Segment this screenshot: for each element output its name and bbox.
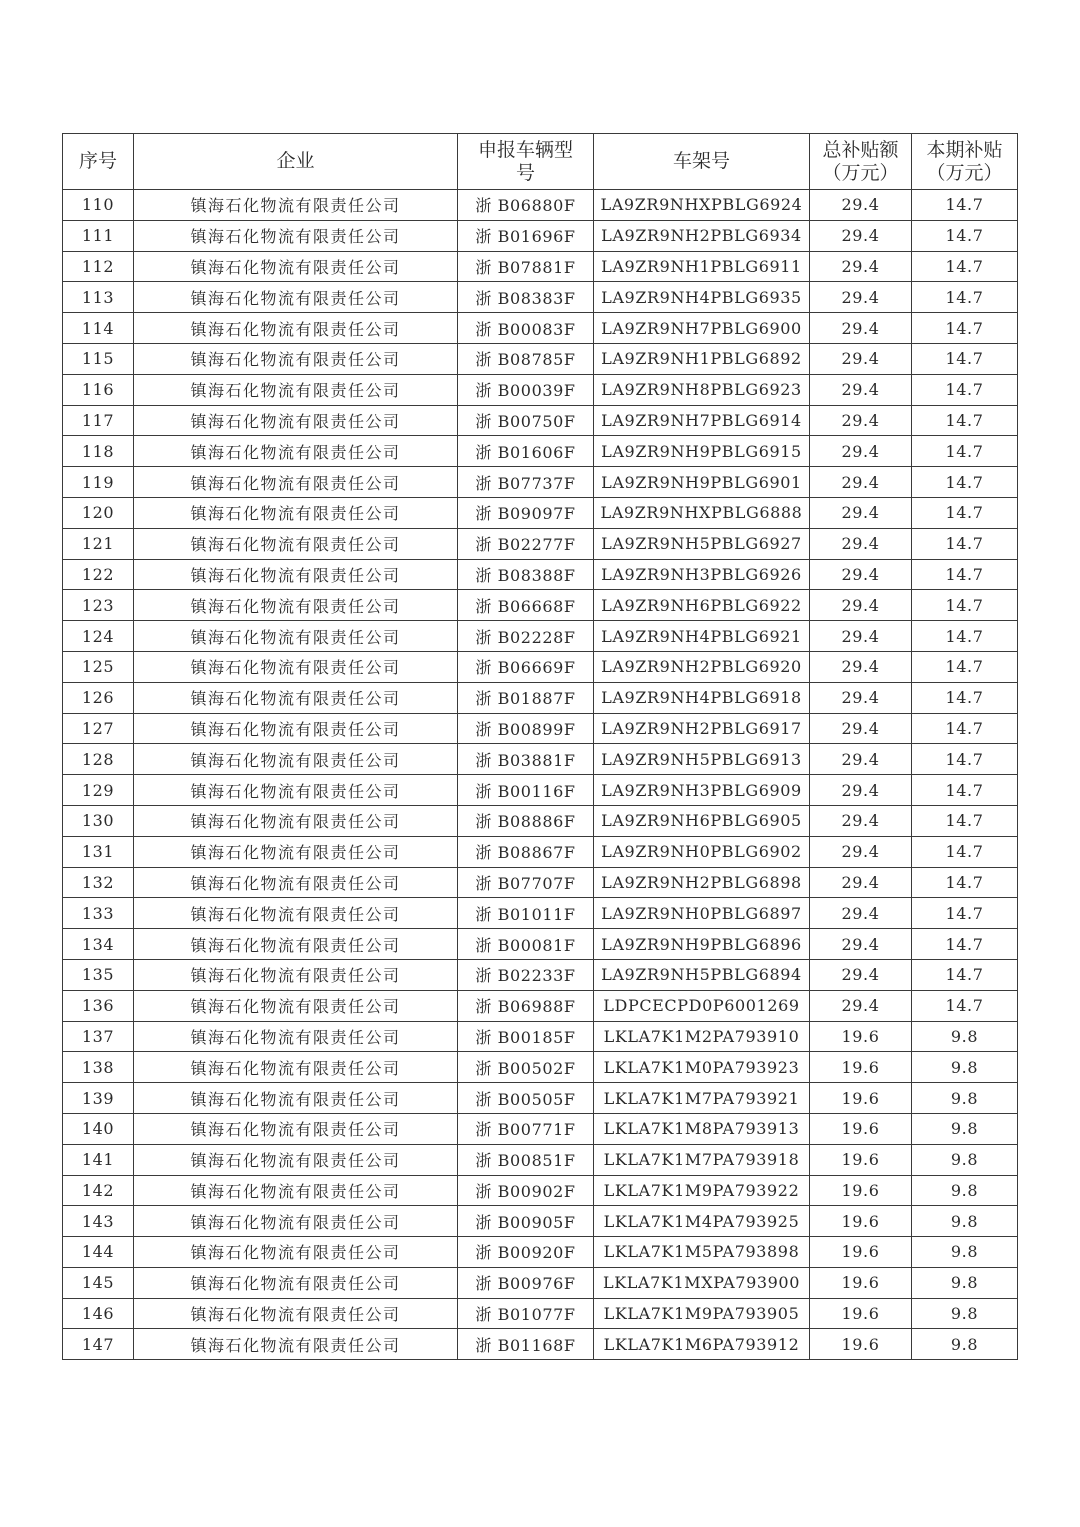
cell-enterprise: 镇海石化物流有限责任公司 xyxy=(134,1206,458,1237)
cell-seq: 124 xyxy=(63,621,134,652)
cell-enterprise: 镇海石化物流有限责任公司 xyxy=(134,682,458,713)
cell-total-subsidy: 19.6 xyxy=(810,1267,912,1298)
cell-total-subsidy: 29.4 xyxy=(810,836,912,867)
cell-seq: 135 xyxy=(63,959,134,990)
cell-total-subsidy: 29.4 xyxy=(810,436,912,467)
header-row xyxy=(63,134,1018,190)
subsidy-table xyxy=(62,133,1018,1360)
cell-seq: 112 xyxy=(63,251,134,282)
cell-enterprise: 镇海石化物流有限责任公司 xyxy=(134,990,458,1021)
cell-total-subsidy: 29.4 xyxy=(810,282,912,313)
cell-enterprise: 镇海石化物流有限责任公司 xyxy=(134,559,458,590)
cell-chassis: LKLA7K1M7PA793921 xyxy=(594,1083,810,1114)
cell-seq: 111 xyxy=(63,220,134,251)
cell-total-subsidy: 29.4 xyxy=(810,805,912,836)
table-row xyxy=(63,990,1018,1021)
header-total-subsidy-line1: 总补贴额 xyxy=(822,138,899,161)
cell-chassis: LKLA7K1M2PA793910 xyxy=(594,1021,810,1052)
cell-seq: 128 xyxy=(63,744,134,775)
cell-seq: 114 xyxy=(63,313,134,344)
cell-period-subsidy: 14.7 xyxy=(912,190,1018,221)
table-row xyxy=(63,867,1018,898)
cell-period-subsidy: 9.8 xyxy=(912,1329,1018,1360)
cell-vehicle-model: 浙 B00185F xyxy=(458,1021,594,1052)
cell-seq: 120 xyxy=(63,497,134,528)
cell-period-subsidy: 9.8 xyxy=(912,1083,1018,1114)
cell-total-subsidy: 19.6 xyxy=(810,1083,912,1114)
cell-chassis: LKLA7K1M9PA793922 xyxy=(594,1175,810,1206)
table-row xyxy=(63,651,1018,682)
cell-enterprise: 镇海石化物流有限责任公司 xyxy=(134,1298,458,1329)
header-enterprise: 企业 xyxy=(134,134,458,190)
cell-chassis: LKLA7K1MXPA793900 xyxy=(594,1267,810,1298)
cell-chassis: LA9ZR9NH6PBLG6905 xyxy=(594,805,810,836)
cell-chassis: LA9ZR9NH4PBLG6918 xyxy=(594,682,810,713)
cell-enterprise: 镇海石化物流有限责任公司 xyxy=(134,436,458,467)
cell-chassis: LKLA7K1M8PA793913 xyxy=(594,1113,810,1144)
cell-enterprise: 镇海石化物流有限责任公司 xyxy=(134,590,458,621)
cell-total-subsidy: 29.4 xyxy=(810,959,912,990)
cell-enterprise: 镇海石化物流有限责任公司 xyxy=(134,775,458,806)
cell-seq: 133 xyxy=(63,898,134,929)
cell-seq: 131 xyxy=(63,836,134,867)
table-row xyxy=(63,1298,1018,1329)
cell-seq: 141 xyxy=(63,1144,134,1175)
cell-total-subsidy: 29.4 xyxy=(810,528,912,559)
cell-total-subsidy: 29.4 xyxy=(810,590,912,621)
cell-total-subsidy: 19.6 xyxy=(810,1175,912,1206)
cell-period-subsidy: 14.7 xyxy=(912,467,1018,498)
cell-chassis: LA9ZR9NH4PBLG6921 xyxy=(594,621,810,652)
table-row xyxy=(63,436,1018,467)
cell-chassis: LKLA7K1M7PA793918 xyxy=(594,1144,810,1175)
header-total-subsidy xyxy=(810,134,912,190)
cell-chassis: LA9ZR9NH5PBLG6894 xyxy=(594,959,810,990)
cell-vehicle-model: 浙 B08388F xyxy=(458,559,594,590)
cell-period-subsidy: 9.8 xyxy=(912,1298,1018,1329)
cell-period-subsidy: 14.7 xyxy=(912,651,1018,682)
cell-seq: 142 xyxy=(63,1175,134,1206)
cell-chassis: LA9ZR9NH1PBLG6892 xyxy=(594,343,810,374)
table-row xyxy=(63,1113,1018,1144)
cell-period-subsidy: 9.8 xyxy=(912,1237,1018,1268)
cell-total-subsidy: 29.4 xyxy=(810,651,912,682)
cell-vehicle-model: 浙 B00502F xyxy=(458,1052,594,1083)
cell-chassis: LA9ZR9NH5PBLG6927 xyxy=(594,528,810,559)
cell-period-subsidy: 9.8 xyxy=(912,1021,1018,1052)
cell-seq: 146 xyxy=(63,1298,134,1329)
cell-period-subsidy: 9.8 xyxy=(912,1144,1018,1175)
cell-period-subsidy: 9.8 xyxy=(912,1175,1018,1206)
cell-vehicle-model: 浙 B01011F xyxy=(458,898,594,929)
cell-period-subsidy: 14.7 xyxy=(912,775,1018,806)
cell-enterprise: 镇海石化物流有限责任公司 xyxy=(134,898,458,929)
cell-period-subsidy: 14.7 xyxy=(912,744,1018,775)
table-row xyxy=(63,313,1018,344)
cell-seq: 138 xyxy=(63,1052,134,1083)
cell-total-subsidy: 29.4 xyxy=(810,898,912,929)
cell-enterprise: 镇海石化物流有限责任公司 xyxy=(134,251,458,282)
cell-total-subsidy: 19.6 xyxy=(810,1206,912,1237)
cell-seq: 139 xyxy=(63,1083,134,1114)
cell-total-subsidy: 29.4 xyxy=(810,313,912,344)
cell-enterprise: 镇海石化物流有限责任公司 xyxy=(134,1175,458,1206)
cell-period-subsidy: 14.7 xyxy=(912,805,1018,836)
cell-enterprise: 镇海石化物流有限责任公司 xyxy=(134,744,458,775)
cell-vehicle-model: 浙 B00081F xyxy=(458,929,594,960)
cell-period-subsidy: 14.7 xyxy=(912,898,1018,929)
cell-enterprise: 镇海石化物流有限责任公司 xyxy=(134,467,458,498)
cell-enterprise: 镇海石化物流有限责任公司 xyxy=(134,713,458,744)
table-row xyxy=(63,775,1018,806)
cell-seq: 123 xyxy=(63,590,134,621)
cell-chassis: LA9ZR9NH2PBLG6920 xyxy=(594,651,810,682)
table-row xyxy=(63,744,1018,775)
header-vehicle-model xyxy=(458,134,594,190)
cell-vehicle-model: 浙 B07737F xyxy=(458,467,594,498)
cell-chassis: LA9ZR9NH2PBLG6934 xyxy=(594,220,810,251)
cell-vehicle-model: 浙 B06669F xyxy=(458,651,594,682)
cell-period-subsidy: 14.7 xyxy=(912,590,1018,621)
cell-chassis: LKLA7K1M0PA793923 xyxy=(594,1052,810,1083)
cell-vehicle-model: 浙 B02228F xyxy=(458,621,594,652)
cell-total-subsidy: 29.4 xyxy=(810,374,912,405)
cell-period-subsidy: 14.7 xyxy=(912,959,1018,990)
cell-chassis: LA9ZR9NHXPBLG6924 xyxy=(594,190,810,221)
cell-chassis: LA9ZR9NH2PBLG6898 xyxy=(594,867,810,898)
cell-period-subsidy: 14.7 xyxy=(912,528,1018,559)
header-total-subsidy-line2: （万元） xyxy=(822,161,899,184)
cell-total-subsidy: 29.4 xyxy=(810,251,912,282)
cell-period-subsidy: 9.8 xyxy=(912,1267,1018,1298)
cell-total-subsidy: 29.4 xyxy=(810,621,912,652)
cell-total-subsidy: 29.4 xyxy=(810,713,912,744)
cell-vehicle-model: 浙 B09097F xyxy=(458,497,594,528)
table-row xyxy=(63,1267,1018,1298)
header-period-subsidy-line1: 本期补贴 xyxy=(926,138,1003,161)
table-row xyxy=(63,559,1018,590)
table-row xyxy=(63,1021,1018,1052)
cell-seq: 147 xyxy=(63,1329,134,1360)
cell-seq: 119 xyxy=(63,467,134,498)
cell-chassis: LKLA7K1M4PA793925 xyxy=(594,1206,810,1237)
cell-enterprise: 镇海石化物流有限责任公司 xyxy=(134,1267,458,1298)
cell-seq: 113 xyxy=(63,282,134,313)
table-row xyxy=(63,1083,1018,1114)
table-row xyxy=(63,1206,1018,1237)
cell-chassis: LA9ZR9NH8PBLG6923 xyxy=(594,374,810,405)
table-row xyxy=(63,190,1018,221)
cell-seq: 121 xyxy=(63,528,134,559)
cell-chassis: LKLA7K1M5PA793898 xyxy=(594,1237,810,1268)
cell-enterprise: 镇海石化物流有限责任公司 xyxy=(134,836,458,867)
cell-total-subsidy: 29.4 xyxy=(810,775,912,806)
cell-enterprise: 镇海石化物流有限责任公司 xyxy=(134,1237,458,1268)
header-period-subsidy-line2: （万元） xyxy=(926,161,1003,184)
cell-period-subsidy: 14.7 xyxy=(912,405,1018,436)
cell-enterprise: 镇海石化物流有限责任公司 xyxy=(134,959,458,990)
cell-period-subsidy: 14.7 xyxy=(912,374,1018,405)
cell-chassis: LA9ZR9NH3PBLG6909 xyxy=(594,775,810,806)
cell-chassis: LA9ZR9NH3PBLG6926 xyxy=(594,559,810,590)
cell-period-subsidy: 9.8 xyxy=(912,1113,1018,1144)
cell-period-subsidy: 9.8 xyxy=(912,1052,1018,1083)
cell-vehicle-model: 浙 B02277F xyxy=(458,528,594,559)
cell-chassis: LA9ZR9NH0PBLG6897 xyxy=(594,898,810,929)
cell-vehicle-model: 浙 B00750F xyxy=(458,405,594,436)
cell-seq: 137 xyxy=(63,1021,134,1052)
cell-seq: 126 xyxy=(63,682,134,713)
header-vehicle-model-line2: 号 xyxy=(515,161,535,184)
cell-seq: 129 xyxy=(63,775,134,806)
header-chassis: 车架号 xyxy=(594,134,810,190)
cell-seq: 140 xyxy=(63,1113,134,1144)
table-row xyxy=(63,405,1018,436)
table-row xyxy=(63,467,1018,498)
cell-total-subsidy: 19.6 xyxy=(810,1052,912,1083)
cell-vehicle-model: 浙 B01696F xyxy=(458,220,594,251)
table-row xyxy=(63,1052,1018,1083)
cell-chassis: LA9ZR9NH9PBLG6901 xyxy=(594,467,810,498)
cell-enterprise: 镇海石化物流有限责任公司 xyxy=(134,282,458,313)
cell-enterprise: 镇海石化物流有限责任公司 xyxy=(134,1113,458,1144)
cell-enterprise: 镇海石化物流有限责任公司 xyxy=(134,1083,458,1114)
cell-enterprise: 镇海石化物流有限责任公司 xyxy=(134,405,458,436)
cell-chassis: LDPCECPD0P6001269 xyxy=(594,990,810,1021)
cell-vehicle-model: 浙 B07707F xyxy=(458,867,594,898)
cell-chassis: LA9ZR9NH5PBLG6913 xyxy=(594,744,810,775)
cell-chassis: LA9ZR9NH4PBLG6935 xyxy=(594,282,810,313)
cell-vehicle-model: 浙 B00976F xyxy=(458,1267,594,1298)
cell-enterprise: 镇海石化物流有限责任公司 xyxy=(134,929,458,960)
cell-vehicle-model: 浙 B00902F xyxy=(458,1175,594,1206)
cell-enterprise: 镇海石化物流有限责任公司 xyxy=(134,374,458,405)
table-row xyxy=(63,805,1018,836)
cell-vehicle-model: 浙 B00899F xyxy=(458,713,594,744)
cell-enterprise: 镇海石化物流有限责任公司 xyxy=(134,313,458,344)
cell-vehicle-model: 浙 B02233F xyxy=(458,959,594,990)
cell-vehicle-model: 浙 B00920F xyxy=(458,1237,594,1268)
cell-vehicle-model: 浙 B00771F xyxy=(458,1113,594,1144)
cell-chassis: LA9ZR9NH7PBLG6914 xyxy=(594,405,810,436)
cell-seq: 116 xyxy=(63,374,134,405)
cell-enterprise: 镇海石化物流有限责任公司 xyxy=(134,1329,458,1360)
cell-seq: 145 xyxy=(63,1267,134,1298)
cell-enterprise: 镇海石化物流有限责任公司 xyxy=(134,190,458,221)
cell-total-subsidy: 29.4 xyxy=(810,343,912,374)
cell-vehicle-model: 浙 B00851F xyxy=(458,1144,594,1175)
cell-period-subsidy: 14.7 xyxy=(912,282,1018,313)
cell-seq: 132 xyxy=(63,867,134,898)
cell-total-subsidy: 29.4 xyxy=(810,867,912,898)
cell-vehicle-model: 浙 B00505F xyxy=(458,1083,594,1114)
cell-total-subsidy: 29.4 xyxy=(810,559,912,590)
cell-chassis: LA9ZR9NH9PBLG6915 xyxy=(594,436,810,467)
cell-enterprise: 镇海石化物流有限责任公司 xyxy=(134,621,458,652)
cell-seq: 110 xyxy=(63,190,134,221)
table-header xyxy=(63,134,1018,190)
table-row xyxy=(63,251,1018,282)
cell-enterprise: 镇海石化物流有限责任公司 xyxy=(134,1021,458,1052)
table-row xyxy=(63,929,1018,960)
cell-vehicle-model: 浙 B08383F xyxy=(458,282,594,313)
header-vehicle-model-line1: 申报车辆型 xyxy=(477,138,573,161)
cell-period-subsidy: 14.7 xyxy=(912,343,1018,374)
cell-chassis: LA9ZR9NH2PBLG6917 xyxy=(594,713,810,744)
header-period-subsidy xyxy=(912,134,1018,190)
cell-period-subsidy: 14.7 xyxy=(912,929,1018,960)
cell-period-subsidy: 14.7 xyxy=(912,713,1018,744)
cell-enterprise: 镇海石化物流有限责任公司 xyxy=(134,497,458,528)
table-row xyxy=(63,682,1018,713)
cell-total-subsidy: 19.6 xyxy=(810,1237,912,1268)
cell-seq: 118 xyxy=(63,436,134,467)
table-row xyxy=(63,713,1018,744)
cell-chassis: LA9ZR9NH0PBLG6902 xyxy=(594,836,810,867)
cell-vehicle-model: 浙 B06668F xyxy=(458,590,594,621)
table-row xyxy=(63,528,1018,559)
table-row xyxy=(63,282,1018,313)
table-row xyxy=(63,1144,1018,1175)
cell-period-subsidy: 14.7 xyxy=(912,313,1018,344)
cell-vehicle-model: 浙 B00083F xyxy=(458,313,594,344)
cell-period-subsidy: 14.7 xyxy=(912,990,1018,1021)
table-row xyxy=(63,836,1018,867)
cell-vehicle-model: 浙 B00116F xyxy=(458,775,594,806)
cell-seq: 127 xyxy=(63,713,134,744)
cell-chassis: LKLA7K1M6PA793912 xyxy=(594,1329,810,1360)
cell-chassis: LKLA7K1M9PA793905 xyxy=(594,1298,810,1329)
cell-enterprise: 镇海石化物流有限责任公司 xyxy=(134,528,458,559)
table-body xyxy=(63,190,1018,1360)
cell-enterprise: 镇海石化物流有限责任公司 xyxy=(134,1052,458,1083)
cell-total-subsidy: 29.4 xyxy=(810,929,912,960)
cell-vehicle-model: 浙 B01168F xyxy=(458,1329,594,1360)
cell-total-subsidy: 29.4 xyxy=(810,405,912,436)
cell-vehicle-model: 浙 B00039F xyxy=(458,374,594,405)
cell-enterprise: 镇海石化物流有限责任公司 xyxy=(134,651,458,682)
table-row xyxy=(63,1175,1018,1206)
cell-enterprise: 镇海石化物流有限责任公司 xyxy=(134,343,458,374)
table-row xyxy=(63,1329,1018,1360)
cell-chassis: LA9ZR9NH7PBLG6900 xyxy=(594,313,810,344)
table-row xyxy=(63,374,1018,405)
cell-seq: 130 xyxy=(63,805,134,836)
cell-period-subsidy: 14.7 xyxy=(912,621,1018,652)
cell-vehicle-model: 浙 B08867F xyxy=(458,836,594,867)
cell-period-subsidy: 14.7 xyxy=(912,682,1018,713)
cell-total-subsidy: 19.6 xyxy=(810,1144,912,1175)
cell-total-subsidy: 29.4 xyxy=(810,744,912,775)
table-row xyxy=(63,1237,1018,1268)
cell-enterprise: 镇海石化物流有限责任公司 xyxy=(134,220,458,251)
cell-vehicle-model: 浙 B01077F xyxy=(458,1298,594,1329)
cell-vehicle-model: 浙 B07881F xyxy=(458,251,594,282)
cell-chassis: LA9ZR9NH1PBLG6911 xyxy=(594,251,810,282)
cell-seq: 144 xyxy=(63,1237,134,1268)
table-row xyxy=(63,220,1018,251)
cell-total-subsidy: 29.4 xyxy=(810,190,912,221)
cell-total-subsidy: 19.6 xyxy=(810,1298,912,1329)
cell-period-subsidy: 14.7 xyxy=(912,836,1018,867)
cell-enterprise: 镇海石化物流有限责任公司 xyxy=(134,1144,458,1175)
cell-vehicle-model: 浙 B08886F xyxy=(458,805,594,836)
cell-vehicle-model: 浙 B00905F xyxy=(458,1206,594,1237)
cell-vehicle-model: 浙 B06880F xyxy=(458,190,594,221)
cell-total-subsidy: 29.4 xyxy=(810,467,912,498)
cell-chassis: LA9ZR9NH9PBLG6896 xyxy=(594,929,810,960)
cell-period-subsidy: 14.7 xyxy=(912,497,1018,528)
cell-total-subsidy: 19.6 xyxy=(810,1113,912,1144)
cell-total-subsidy: 19.6 xyxy=(810,1021,912,1052)
cell-seq: 143 xyxy=(63,1206,134,1237)
cell-period-subsidy: 14.7 xyxy=(912,559,1018,590)
cell-vehicle-model: 浙 B06988F xyxy=(458,990,594,1021)
table-row xyxy=(63,898,1018,929)
cell-chassis: LA9ZR9NH6PBLG6922 xyxy=(594,590,810,621)
cell-total-subsidy: 29.4 xyxy=(810,682,912,713)
cell-vehicle-model: 浙 B01606F xyxy=(458,436,594,467)
cell-total-subsidy: 19.6 xyxy=(810,1329,912,1360)
cell-enterprise: 镇海石化物流有限责任公司 xyxy=(134,867,458,898)
table-row xyxy=(63,590,1018,621)
cell-period-subsidy: 14.7 xyxy=(912,251,1018,282)
cell-seq: 117 xyxy=(63,405,134,436)
cell-total-subsidy: 29.4 xyxy=(810,220,912,251)
cell-period-subsidy: 9.8 xyxy=(912,1206,1018,1237)
cell-period-subsidy: 14.7 xyxy=(912,867,1018,898)
cell-vehicle-model: 浙 B01887F xyxy=(458,682,594,713)
cell-seq: 115 xyxy=(63,343,134,374)
cell-chassis: LA9ZR9NHXPBLG6888 xyxy=(594,497,810,528)
cell-period-subsidy: 14.7 xyxy=(912,220,1018,251)
header-seq: 序号 xyxy=(63,134,134,190)
cell-period-subsidy: 14.7 xyxy=(912,436,1018,467)
cell-total-subsidy: 29.4 xyxy=(810,990,912,1021)
cell-seq: 136 xyxy=(63,990,134,1021)
table-row xyxy=(63,497,1018,528)
table-row xyxy=(63,621,1018,652)
table-row xyxy=(63,343,1018,374)
cell-enterprise: 镇海石化物流有限责任公司 xyxy=(134,805,458,836)
cell-vehicle-model: 浙 B03881F xyxy=(458,744,594,775)
cell-total-subsidy: 29.4 xyxy=(810,497,912,528)
cell-seq: 122 xyxy=(63,559,134,590)
cell-vehicle-model: 浙 B08785F xyxy=(458,343,594,374)
cell-seq: 134 xyxy=(63,929,134,960)
cell-seq: 125 xyxy=(63,651,134,682)
table-row xyxy=(63,959,1018,990)
